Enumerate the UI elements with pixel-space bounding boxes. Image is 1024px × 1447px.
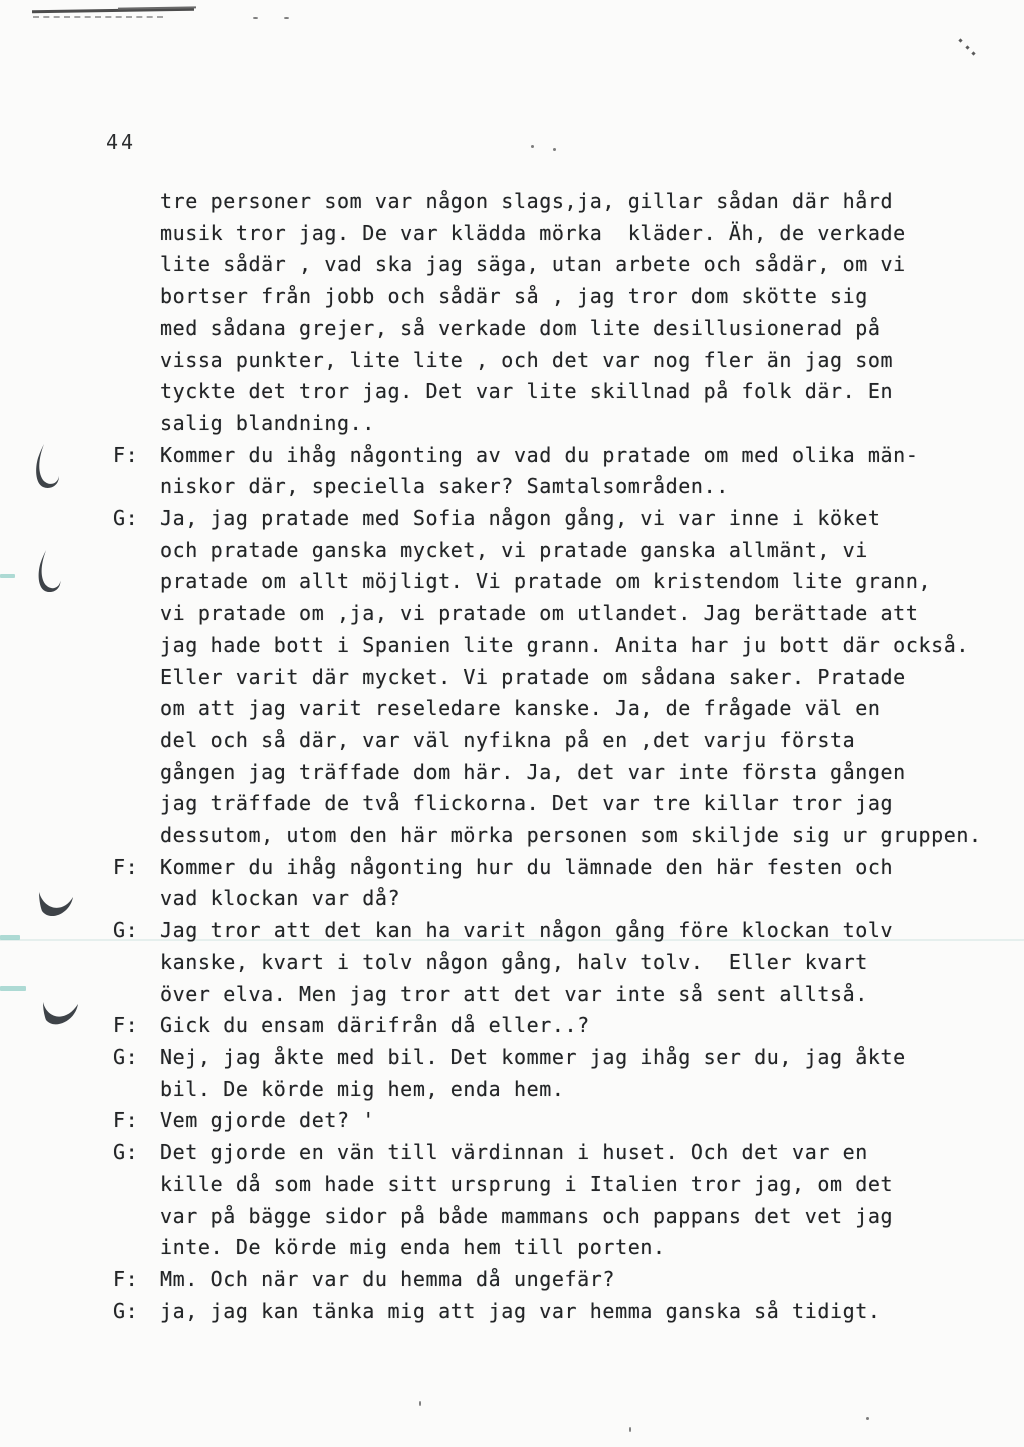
speaker-label: F: [113, 854, 139, 879]
scan-speck [253, 17, 258, 19]
transcript-line: bortser från jobb och sådär så , jag tror dom skötte sig [160, 284, 868, 309]
speaker-label: G: [113, 1298, 139, 1323]
scan-speck [553, 148, 556, 151]
transcript-line: Kommer du ihåg någonting hur du lämnade den här festen och [160, 854, 894, 879]
dialogue-lines [160, 1264, 1010, 1296]
transcript-line: över elva. Men jag tror att det var inte så sent alltså. [160, 981, 868, 1006]
transcript-line: Kommer du ihåg någonting av vad du pratade om med olika män- [160, 442, 919, 467]
scan-speck [419, 1401, 421, 1406]
transcript-line: Eller varit där mycket. Vi pratade om sådana saker. Pratade [160, 664, 906, 689]
transcript-line: Mm. Och när var du hemma då ungefär? [160, 1266, 616, 1291]
transcript-line: vi pratade om ,ja, vi pratade om utlandet. Jag berättade att [160, 601, 919, 626]
dialogue-block [0, 852, 1010, 915]
transcript-line: lite sådär , vad ska jag säga, utan arbete och sådär, om vi [160, 252, 906, 277]
dialogue-lines [160, 915, 1010, 1010]
page-number: 44 [106, 130, 137, 154]
dialogue-block [0, 1264, 1010, 1296]
dialogue-lines [160, 186, 1010, 440]
transcript-line: inte. De körde mig enda hem till porten. [160, 1235, 666, 1260]
transcript-line: jag träffade de två flickorna. Det var tre killar tror jag [160, 791, 894, 816]
dialogue-lines [160, 852, 1010, 915]
dialogue-block [0, 1010, 1010, 1042]
dialogue-block [0, 1137, 1010, 1264]
dialogue-lines [160, 1296, 1010, 1328]
dialogue-lines [160, 440, 1010, 503]
dialogue-block [0, 1105, 1010, 1137]
transcript-line: niskor där, speciella saker? Samtalsområden.. [160, 474, 729, 499]
transcript-line: Det gjorde en vän till värdinnan i huset. Och det var en [160, 1140, 868, 1165]
transcript-line: tre personer som var någon slags,ja, gillar sådan där hård [160, 189, 894, 213]
dialogue-lines [160, 1105, 1010, 1137]
transcript [0, 186, 1010, 1327]
transcript-line: pratade om allt möjligt. Vi pratade om kristendom lite grann, [160, 569, 932, 594]
scan-speck [531, 145, 534, 148]
scan-artifact-dashes [33, 16, 163, 18]
transcript-line: Nej, jag åkte med bil. Det kommer jag ihåg ser du, jag åkte [160, 1044, 906, 1069]
dialogue-lines [160, 1010, 1010, 1042]
transcript-line: musik tror jag. De var klädda mörka kläder. Äh, de verkade [160, 220, 906, 245]
dialogue-block [0, 915, 1010, 1010]
dialogue-block [0, 1042, 1010, 1105]
speaker-label: G: [113, 918, 139, 943]
transcript-line: Jag tror att det kan ha varit någon gång före klockan tolv [160, 918, 894, 943]
transcript-line: kille då som hade sitt ursprung i Italien tror jag, om det [160, 1171, 894, 1196]
transcript-line: bil. De körde mig hem, enda hem. [160, 1076, 565, 1101]
transcript-line: var på bägge sidor på både mammans och pappans det vet jag [160, 1203, 894, 1228]
transcript-line: om att jag varit reseledare kanske. Ja, de frågade väl en [160, 696, 881, 721]
dialogue-block [0, 440, 1010, 503]
dialogue-block [0, 186, 1010, 440]
scan-speck [958, 38, 962, 42]
transcript-line: dessutom, utom den här mörka personen som skiljde sig ur gruppen. [160, 823, 982, 848]
transcript-line: Gick du ensam därifrån då eller..? [160, 1013, 590, 1038]
scan-speck [284, 17, 289, 19]
dialogue-lines [160, 1137, 1010, 1264]
dialogue-lines [160, 503, 1010, 852]
transcript-line: jag hade bott i Spanien lite grann. Anita har ju bott där också. [160, 632, 970, 657]
speaker-label: G: [113, 1140, 139, 1165]
speaker-label: F: [113, 1266, 139, 1291]
transcript-line: vad klockan var då? [160, 886, 401, 911]
transcript-line: del och så där, var väl nyfikna på en ,det varju första [160, 727, 856, 752]
transcript-line: med sådana grejer, så verkade dom lite desillusionerad på [160, 315, 881, 340]
speaker-label: G: [113, 1044, 139, 1069]
speaker-label: G: [113, 506, 139, 531]
transcript-line: Ja, jag pratade med Sofia någon gång, vi var inne i köket [160, 506, 881, 531]
scan-speck [971, 51, 975, 55]
dialogue-lines [160, 1042, 1010, 1105]
dialogue-block [0, 1296, 1010, 1328]
transcript-line: tyckte det tror jag. Det var lite skillnad på folk där. En [160, 379, 894, 404]
scan-speck [866, 1417, 869, 1420]
transcript-line: vissa punkter, lite lite , och det var nog fler än jag som [160, 347, 894, 372]
speaker-label: F: [113, 442, 139, 467]
scan-speck [965, 45, 969, 49]
transcript-line: ja, jag kan tänka mig att jag var hemma ganska så tidigt. [160, 1298, 881, 1323]
transcript-line: Vem gjorde det? ' [160, 1108, 375, 1133]
speaker-label: F: [113, 1108, 139, 1133]
transcript-line: gången jag träffade dom här. Ja, det var inte första gången [160, 759, 906, 784]
transcript-line: kanske, kvart i tolv någon gång, halv tolv. Eller kvart [160, 949, 868, 974]
speaker-label: F: [113, 1013, 139, 1038]
transcript-line: och pratade ganska mycket, vi pratade ganska allmänt, vi [160, 537, 868, 562]
dialogue-block [0, 503, 1010, 852]
transcript-line: salig blandning.. [160, 410, 375, 435]
scan-speck [629, 1427, 631, 1432]
